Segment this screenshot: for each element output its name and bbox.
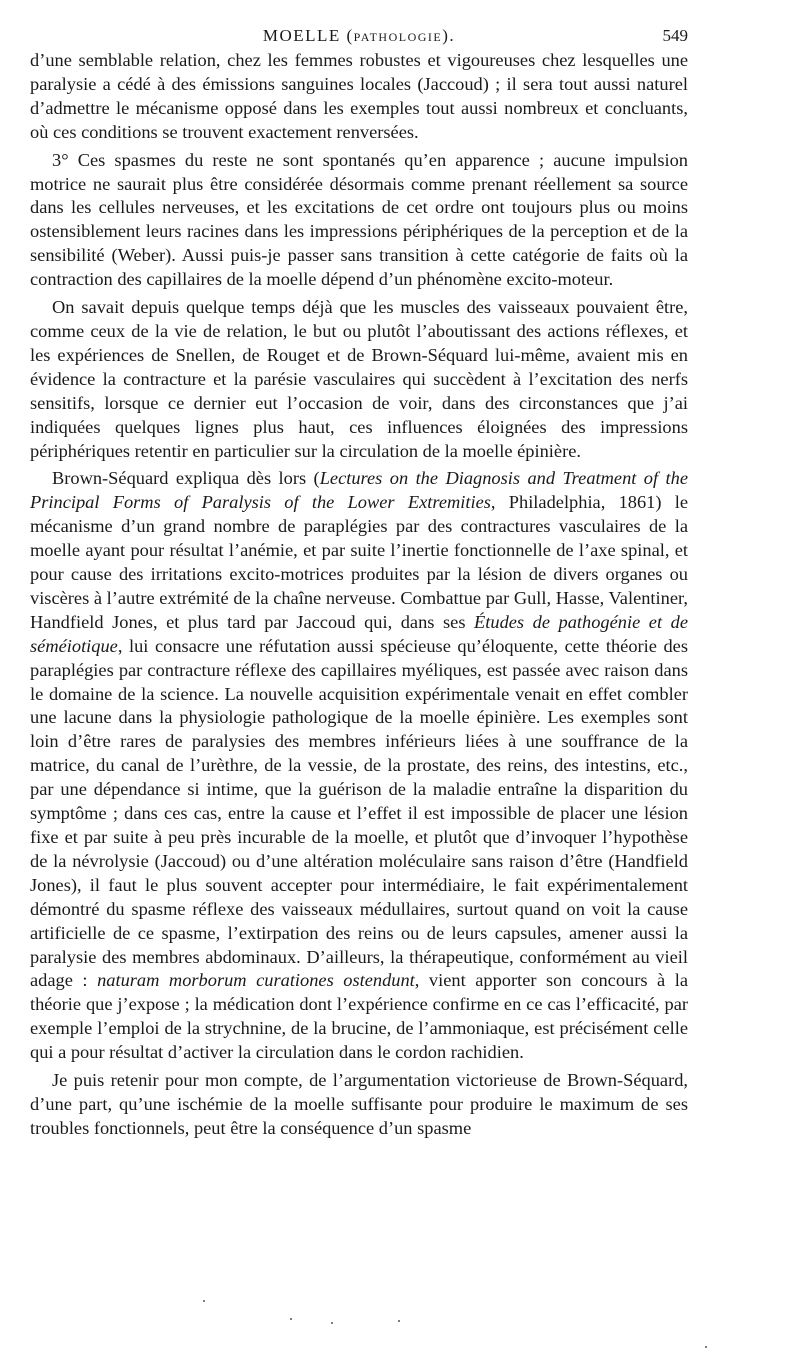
running-title-main: MOELLE ( — [262, 26, 354, 45]
citation-lectures-title: Lectures on the Diagnosis and Treatment of the Principal Forms of Paralysis of the Lower Extremities — [30, 468, 688, 513]
paragraph-5: Je puis retenir pour mon compte, de l’argumentation victorieuse de Brown-Séquard, d’une part, qu’une ischémie de la moelle suffisante pour produire le maximum de ses troubles fonctionnels, peut être la conséquence d’un spasme — [30, 1070, 688, 1138]
print-speck — [203, 1300, 205, 1302]
paragraph-4-text-a: Brown-Séquard expliqua dès lors ( — [52, 468, 320, 489]
running-head — [30, 26, 688, 50]
print-speck — [398, 1320, 400, 1322]
running-title-end: ). — [442, 26, 456, 45]
print-speck — [331, 1322, 333, 1324]
paragraph-4-text-c: , lui consacre une réfutation aussi spécieuse qu’éloquente, cette théorie des paraplégies par contracture réflexe des capillaires myéliques, est passée avec raison dans le domaine de la science. La nouvelle acquisition expérimentale venait en effet combler une lacune dans la physiologie pathologique de la moelle épinière. Les exemples sont loin d’être rares de paralysies des membres inférieurs liées à une souffrance de la matrice, du canal de l’urèthre, de la vessie, de la prostate, des reins, des intestins, etc., par une dépendance si intime, que la guérison de la maladie entraîne la disparition du symptôme ; dans ces cas, entre la cause et l’effet il est impossible de placer une lésion fixe et par suite à peu près incurable de la moelle, et plutôt que d’invoquer l’hypothèse de la névrolysie (Jaccoud) ou d’une altération moléculaire sans raison d’être (Handfield Jones), il faut le plus souvent accepter pour intermédiaire, le fait expérimentalement démontré du spasme réflexe des vaisseaux médullaires, surtout quand on voit la cause artificielle de ce spasme, l’extirpation des reins ou de leurs capsules, amener aussi la paralysie des membres abdominaux. D’ailleurs, la thérapeutique, conformément au vieil adage : — [30, 635, 688, 991]
paragraph-2: 3° Ces spasmes du reste ne sont spontanés qu’en apparence ; aucune impulsion motrice ne saurait plus être considérée désormais comme prenant réellement sa source dans les cellules nerveuses, et les excitations de cet ordre ont toujours plus ou moins ostensiblement leurs racines dans les impressions périphériques de la perception et de la sensibilité (Weber). Aussi puis-je passer sans transition à cette catégorie de faits où la contraction des capillaires de la moelle dépend d’un phénomène excito-moteur. — [30, 149, 688, 290]
paragraph-4 — [30, 467, 688, 1065]
citation-etudes-title: Études de pathogénie et de séméiotique — [30, 611, 688, 656]
page-number: 549 — [662, 26, 688, 45]
paragraph-3: On savait depuis quelque temps déjà que les muscles des vaisseaux pouvaient être, comme ceux de la vie de relation, le but ou plutôt l’aboutissant des actions réflexes, et les expériences de Snellen, de Rouget et de Brown-Séquard lui-même, avaient mis en évidence la contracture et la parésie vasculaires qui succèdent à l’excitation des nerfs sensitifs, lorsque ce dernier eut l’occasion de voir, dans des circonstances que j’ai indiquées quelques lignes plus haut, ces influences éloignées des impressions périphériques retentir en particulier sur la circulation de la moelle épinière. — [30, 297, 688, 461]
book-page — [30, 0, 688, 1352]
paragraph-1: d’une semblable relation, chez les femmes robustes et vigoureuses chez lesquelles une paralysie a cédé à des émissions sanguines locales (Jaccoud) ; il sera tout aussi naturel d’admettre le mécanisme opposé dans les exemples tout aussi nombreux et concluants, où ces conditions se trouvent exactement renversées. — [30, 50, 688, 142]
running-title-subject: PATHOLOGIE — [353, 30, 443, 44]
print-speck — [290, 1318, 292, 1320]
paragraph-4-text-b: , Philadelphia, 1861) le mécanisme d’un grand nombre de paraplégies par des contractures vasculaires de la moelle ayant pour résultat l’anémie, et par suite l’inertie fonctionnelle de l’axe spinal, et pour cause des irritations excito-motrices produites par la lésion de divers organes ou viscères à l’autre extrémité de la chaîne nerveuse. Combattue par Gull, Hasse, Valentiner, Handfield Jones, et plus tard par Jaccoud qui, dans ses — [30, 492, 688, 632]
paragraph-4-text-d: , vient apporter son concours à la théorie que j’expose ; la médication dont l’expérience confirme en ce cas l’efficacité, par exemple l’emploi de la strychnine, de la brucine, de l’ammoniaque, est précisément celle qui a pour résultat d’activer la circulation dans le cordon rachidien. — [30, 970, 688, 1063]
latin-adage: naturam morborum curationes ostendunt — [97, 970, 415, 991]
body-text — [30, 49, 688, 1145]
running-title — [30, 26, 688, 46]
print-speck — [705, 1346, 707, 1348]
